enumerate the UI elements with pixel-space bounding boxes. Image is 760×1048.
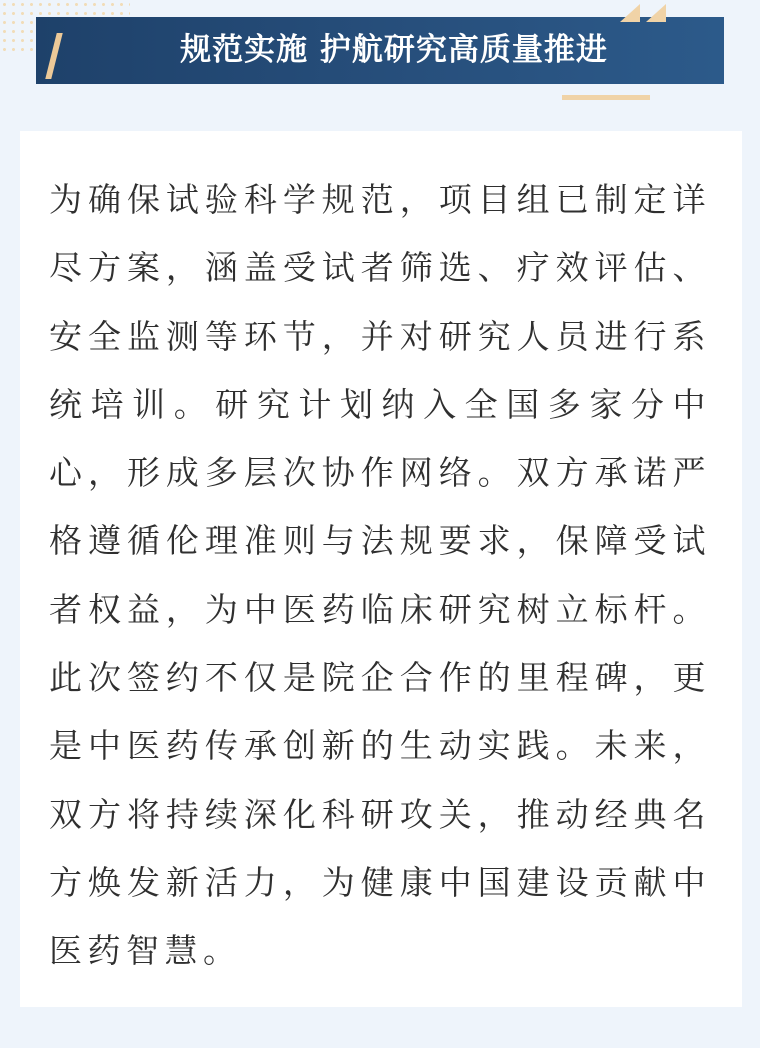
article-paragraph: 为确保试验科学规范，项目组已制定详尽方案，涵盖受试者筛选、疗效评估、安全监测等环节，并对研究人员进行系统培训。研究计划纳入全国多家分中心，形成多层次协作网络。双方承诺严格遵循伦理准则与法规要求，保障受试者权益，为中医药临床研究树立标杆。此次签约不仅是院企合作的里程碑，更是中医药传承创新的生动实践。未来，双方将持续深化科研攻关，推动经典名方焕发新活力，为健康中国建设贡献中医药智慧。 [49, 180, 711, 971]
double-chevron-left-icon [620, 4, 672, 30]
section-title: 规范实施 护航研究高质量推进 [180, 32, 608, 68]
decorative-underline [562, 95, 650, 100]
